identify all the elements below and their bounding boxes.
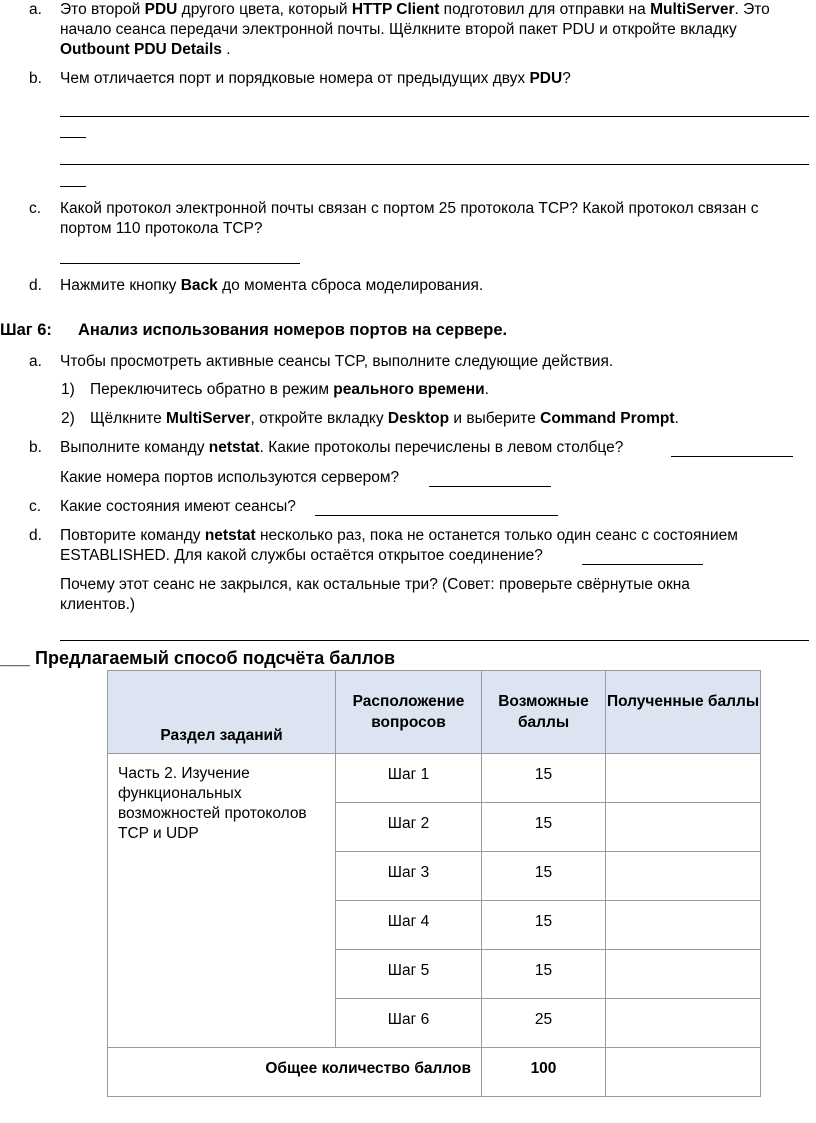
step-cell (336, 950, 482, 999)
question-text: Нажмите кнопку (60, 277, 181, 294)
points-text: 15 (534, 962, 553, 979)
header-cell (606, 671, 761, 754)
answer-line[interactable] (671, 456, 793, 457)
earned-text (606, 754, 760, 765)
question-text: ? (562, 70, 571, 87)
answer-line[interactable] (60, 137, 86, 138)
bold-term: MultiServer (166, 410, 251, 427)
question-text: Чтобы просмотреть активные сеансы TCP, выполните следующие действия. (60, 353, 614, 370)
section-cell: Часть 2. Изучение функциональных возможностей протоколов TCP и UDP (108, 754, 336, 1048)
answer-line[interactable] (60, 186, 86, 187)
question-text: несколько раз, пока не останется только один сеанс с состоянием ESTABLISHED. Для какой службы остаётся открытое соединение? (60, 527, 738, 564)
earned-cell[interactable] (606, 852, 761, 901)
points-cell (482, 852, 606, 901)
header-text: Возможные баллы (498, 693, 589, 731)
substep-text: , откройте вкладку (250, 410, 388, 427)
header-cell (108, 671, 336, 754)
question-text: Какие номера портов используются сервером? (60, 469, 400, 486)
step6-substep-2 (61, 409, 808, 429)
answer-line[interactable] (60, 263, 300, 264)
list-marker: b. (29, 70, 42, 87)
question-text: . (221, 41, 231, 58)
list-marker: d. (29, 277, 42, 294)
step6-question-b (29, 438, 808, 458)
total-label: Общее количество баллов (265, 1060, 471, 1077)
header-cell (336, 671, 482, 754)
step-cell (336, 754, 482, 803)
step6-question-a (29, 352, 808, 372)
step-text: Шаг 6 (387, 1011, 430, 1028)
question-text: Какой протокол электронной почты связан с портом 25 протокола TCP? Какой протокол связан с портом 110 протокола TCP? (60, 200, 759, 237)
earned-text (606, 901, 760, 912)
question-text: Почему этот сеанс не закрылся, как остальные три? (Совет: проверьте свёрнутые окна клиентов.) (60, 576, 690, 613)
step-cell (336, 901, 482, 950)
bold-term: Outbount PDU Details (60, 41, 222, 58)
total-earned (606, 1048, 760, 1059)
table-header-row (108, 671, 761, 754)
bold-term: PDU (529, 70, 563, 87)
bold-term: netstat (208, 439, 260, 456)
list-marker: 2) (61, 410, 75, 427)
answer-line[interactable] (60, 640, 809, 641)
bold-term: HTTP Client (351, 1, 440, 18)
step-text: Шаг 4 (387, 913, 430, 930)
list-marker: 1) (61, 381, 75, 398)
step-text: Шаг 5 (387, 962, 430, 979)
earned-cell[interactable] (606, 754, 761, 803)
bold-term: MultiServer (650, 1, 735, 18)
total-label-cell (108, 1048, 482, 1097)
question-text: подготовил для отправки на (439, 1, 651, 18)
step6-question-c (29, 497, 808, 517)
question-text: . Какие протоколы перечислены в левом столбце? (259, 439, 624, 456)
step-text: Шаг 1 (387, 766, 430, 783)
step-title: Анализ использования номеров портов на сервере. (78, 321, 508, 339)
bold-term: PDU (144, 1, 178, 18)
step6-question-d (29, 526, 804, 566)
step-label: Шаг 6: (0, 321, 52, 339)
question-text: Это второй (60, 1, 145, 18)
points-cell (482, 901, 606, 950)
earned-cell[interactable] (606, 803, 761, 852)
earned-text (606, 852, 760, 863)
points-text: 15 (534, 913, 553, 930)
answer-line[interactable] (60, 164, 809, 165)
list-marker: a. (29, 353, 42, 370)
bold-term: реального времени (333, 381, 485, 398)
points-cell (482, 803, 606, 852)
question-text: Выполните команду (60, 439, 209, 456)
bold-term: Command Prompt (540, 410, 675, 427)
earned-text (606, 803, 760, 814)
step-text: Шаг 3 (387, 864, 430, 881)
substep-text: . (484, 381, 489, 398)
answer-line[interactable] (315, 515, 558, 516)
points-cell (482, 950, 606, 999)
answer-line[interactable] (582, 564, 703, 565)
step6-substep-1 (61, 380, 808, 400)
question-text: Повторите команду (60, 527, 205, 544)
points-text: 25 (534, 1011, 553, 1028)
table-row (108, 754, 761, 803)
question-text: Какие состояния имеют сеансы? (60, 498, 296, 515)
step-cell (336, 803, 482, 852)
question-d (29, 276, 808, 296)
earned-cell[interactable] (606, 950, 761, 999)
bold-term: Back (180, 277, 218, 294)
earned-cell[interactable] (606, 999, 761, 1048)
question-text: другого цвета, который (177, 1, 352, 18)
question-a (29, 0, 808, 60)
total-earned-cell[interactable] (606, 1048, 761, 1097)
step6-question-d2 (60, 575, 756, 615)
answer-line[interactable] (60, 116, 809, 117)
list-marker: a. (29, 1, 42, 18)
answer-line[interactable] (429, 486, 551, 487)
earned-text (606, 999, 760, 1010)
step6-question-b2 (60, 468, 808, 488)
substep-text: . (674, 410, 679, 427)
points-text: 15 (534, 864, 553, 881)
earned-text (606, 950, 760, 961)
points-text: 15 (534, 766, 553, 783)
table-total-row (108, 1048, 761, 1097)
points-text: 15 (534, 815, 553, 832)
list-marker: b. (29, 439, 42, 456)
grading-title: ___ Предлагаемый способ подсчёта баллов (0, 648, 396, 668)
grading-table (107, 670, 761, 1097)
header-cell (482, 671, 606, 754)
points-cell (482, 999, 606, 1048)
earned-cell[interactable] (606, 901, 761, 950)
total-points-cell (482, 1048, 606, 1097)
step-cell (336, 852, 482, 901)
total-points: 100 (530, 1060, 557, 1077)
header-text: Полученные баллы (606, 693, 760, 710)
list-marker: c. (29, 498, 42, 515)
question-text: до момента сброса моделирования. (217, 277, 484, 294)
substep-text: Щёлкните (90, 410, 167, 427)
substep-text: и выберите (449, 410, 541, 427)
step-cell (336, 999, 482, 1048)
header-text: Раздел заданий (160, 727, 283, 744)
list-marker: d. (29, 527, 42, 544)
bold-term: netstat (204, 527, 256, 544)
points-cell (482, 754, 606, 803)
question-c (29, 199, 808, 239)
step-text: Шаг 2 (387, 815, 430, 832)
substep-text: Переключитесь обратно в режим (90, 381, 334, 398)
question-b (29, 69, 808, 89)
question-text: . Это начало сеанса передачи электронной почты. Щёлкните второй пакет PDU и откройте вкладку (60, 1, 770, 38)
header-text: Расположение вопросов (352, 693, 465, 731)
question-text: Чем отличается порт и порядковые номера от предыдущих двух (60, 70, 530, 87)
list-marker: c. (29, 200, 42, 217)
bold-term: Desktop (387, 410, 450, 427)
